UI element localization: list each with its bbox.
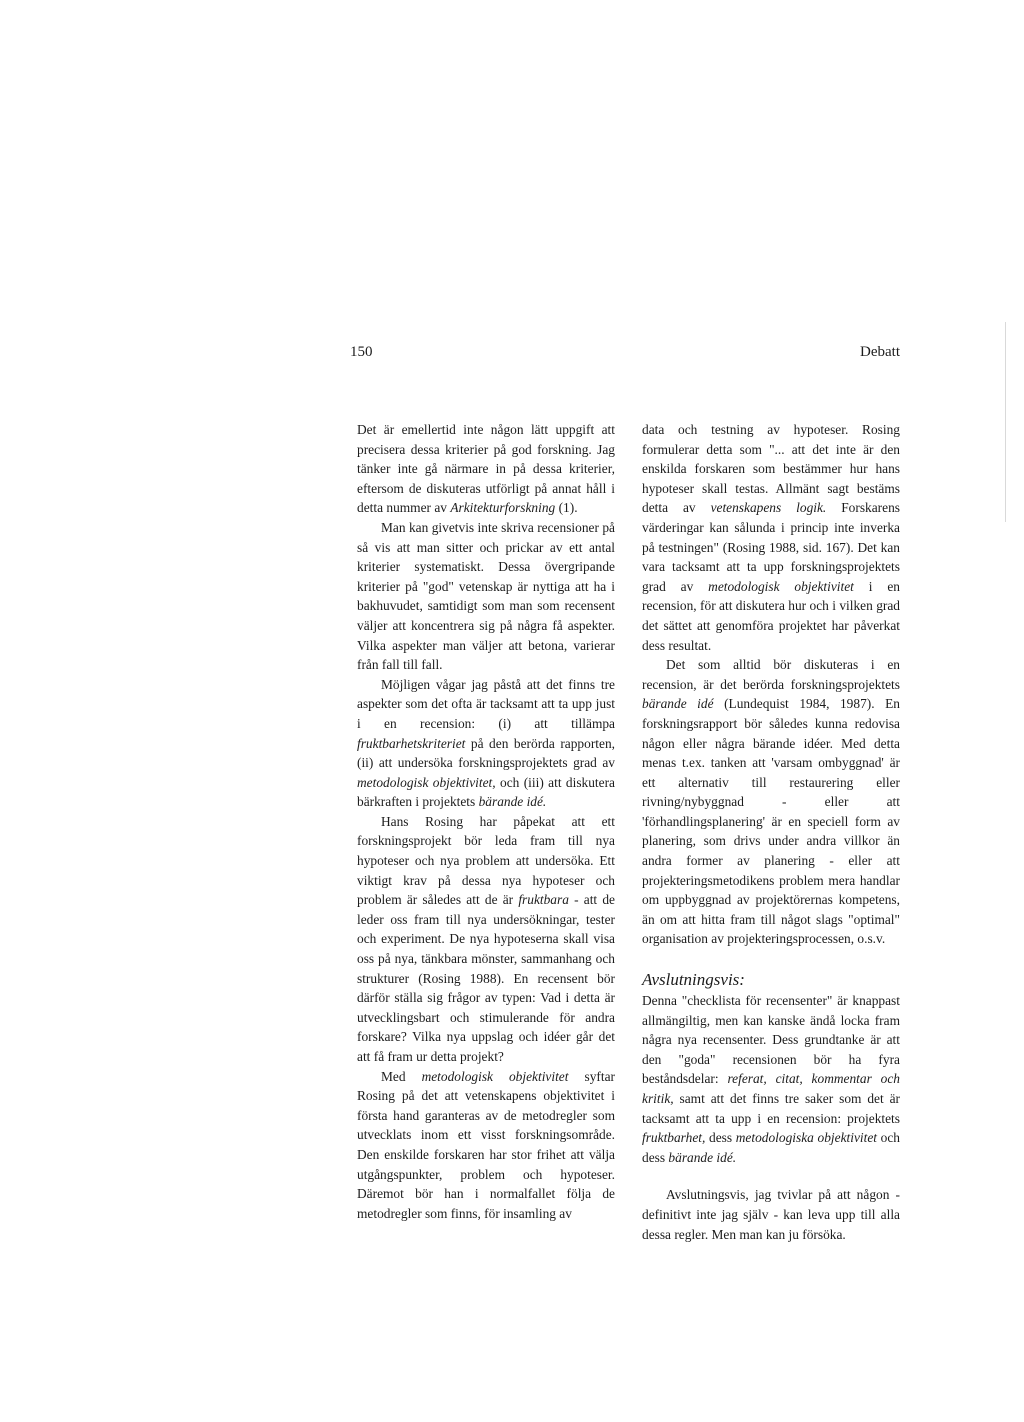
italic-text: metodologisk objektivitet, bbox=[357, 774, 496, 790]
italic-text: bärande idé. bbox=[478, 794, 547, 810]
italic-text: fruktbarhetskriteriet bbox=[357, 735, 466, 751]
text-run: Möjligen vågar jag påstå att det finns tre aspekter som det ofta är tacksamt att ta upp just i en recension: (i) att tillämpa bbox=[357, 676, 615, 731]
text-run: samt att det finns tre saker som det är tacksamt att ta upp i en recension: projektets bbox=[642, 1091, 900, 1126]
text-run: och (iii) att diskutera bärkraften i projektets bbox=[357, 774, 615, 810]
text-run: på den berörda rapporten, (ii) att undersöka forskningsprojektets grad av bbox=[357, 735, 615, 771]
text-run: Man kan givetvis inte skriva recensioner på så vis att man sitter och prickar av ett antal kriterier systematiskt. Dessa övergripande kriterier på "god" vetenskap är nyttiga att ha i bakhuvudet, samtidigt som man som recensent väljer att koncentrera sig på några få aspekter. Vilka aspekter man väljer att betona, varierar från fall till fall. bbox=[357, 519, 615, 673]
text-run: dess bbox=[705, 1130, 736, 1146]
italic-text: metodologisk objektivitet bbox=[421, 1068, 569, 1084]
italic-text: metodologisk objektivitet bbox=[708, 578, 854, 594]
italic-text: fruktbara bbox=[518, 892, 569, 908]
paragraph bbox=[357, 420, 615, 518]
text-run: Det är emellertid inte någon lätt uppgift att precisera dessa kriterier på god forskning. Jag tänker inte gå närmare in på dessa kriterier, eftersom de diskuteras utförligt på annat håll i detta nummer av bbox=[357, 422, 615, 516]
italic-text: bärande idé bbox=[642, 696, 714, 712]
paragraph bbox=[642, 1185, 900, 1244]
text-run: Avslutningsvis, jag tvivlar på att någon - definitivt inte jag själv - kan leva upp till alla dessa regler. Men man kan ju försöka. bbox=[642, 1187, 900, 1242]
paragraph bbox=[642, 420, 900, 655]
italic-text: metodologiska objektivitet bbox=[735, 1130, 877, 1146]
paragraph bbox=[357, 812, 615, 1067]
text-run: Forskarens värderingar kan sålunda i princip inte inverka på testningen" (Rosing 1988, sid. 167). Det kan vara tacksamt att ta upp forskningsprojektets grad av bbox=[642, 500, 900, 594]
italic-text: vetenskapens logik. bbox=[710, 500, 827, 516]
paragraph bbox=[642, 655, 900, 949]
text-run: - att de leder oss fram till nya undersökningar, tester och experiment. De nya hypoteserna skall visa oss på nya, tänkbara mönster, sammanhang och strukturer (Rosing 1988). En recensent bör därför ställa sig frågor av typen: Vad i detta är utvecklingsbart och stimulerande för andra forskare? Vilka nya uppslag och idéer går det att få fram ur detta projekt? bbox=[357, 892, 615, 1064]
text-run: Med bbox=[381, 1068, 422, 1084]
italic-text: Arkitekturforskning bbox=[450, 500, 556, 516]
italic-text: fruktbarhet, bbox=[642, 1130, 706, 1146]
left-column bbox=[357, 420, 615, 1223]
text-run: (Lundequist 1984, 1987). En forskningsrapport bör således kunna redovisa någon eller några bärande idéer. Med detta menas t.ex. tanken att 'varsam ombyggnad' är ett alternativ till restaurering eller rivning/nybyggnad - eller att 'förhandlingsplanering' är en speciell form av planering, som drivs under andra villkor än andra former av planering - eller att projekteringsmetodikens problem mera handlar om uppbyggnad av projektörernas kompetens, än om att hitta fram till något slags "optimal" organisation av projekteringsprocessen, o.s.v. bbox=[642, 696, 900, 947]
italic-text: bärande idé. bbox=[668, 1149, 737, 1165]
text-run: i en recension, för att diskutera hur och i vilken grad det sättet att genomföra projektet har påverkat dess resultat. bbox=[642, 578, 900, 653]
text-run: Hans Rosing har påpekat att ett forskningsprojekt bör leda fram till nya hypoteser och nya problem att undersöka. Ett viktigt krav på dessa nya hypoteser och problem är således att de är bbox=[357, 813, 615, 908]
paragraph bbox=[357, 518, 615, 675]
paragraph bbox=[357, 675, 615, 812]
text-run: och dess bbox=[642, 1130, 900, 1165]
section-heading: Avslutningsvis: bbox=[642, 970, 745, 990]
text-run: data och testning av hypoteser. Rosing formulerar detta som "... att det inte är den enskilda forskaren som bestämmer hur hans hypoteser skall testas. Allmänt sagt bestäms detta av bbox=[642, 422, 900, 516]
text-run: Det som alltid bör diskuteras i en recension, är det berörda forskningsprojektets bbox=[642, 657, 900, 692]
section-title: Debatt bbox=[860, 344, 900, 360]
italic-text: referat, citat, kommentar och kritik, bbox=[642, 1071, 900, 1106]
text-run: Denna "checklista för recensenter" är knappast allmängiltig, men kan kanske ändå locka fram några nya recensenter. Dess grundtanke är att den "goda" recensionen bör ha fyra beståndsdelar: bbox=[642, 993, 900, 1087]
right-column bbox=[642, 420, 900, 1244]
text-run: syftar Rosing på det att vetenskapens objektivitet i första hand garanteras av de metodregler som utvecklats inom ett visst forskningsområde. Den enskilde forskaren har stor frihet att välja utgångspunkter, problem och hypoteser. Däremot bör han i normalfallet följa de metodregler som finns, för insamling av bbox=[357, 1068, 615, 1221]
paragraph bbox=[357, 1067, 615, 1224]
page-number: 150 bbox=[350, 344, 373, 360]
paragraph bbox=[642, 991, 900, 1167]
text-run: (1). bbox=[555, 500, 578, 516]
scan-edge-line bbox=[1005, 322, 1006, 522]
